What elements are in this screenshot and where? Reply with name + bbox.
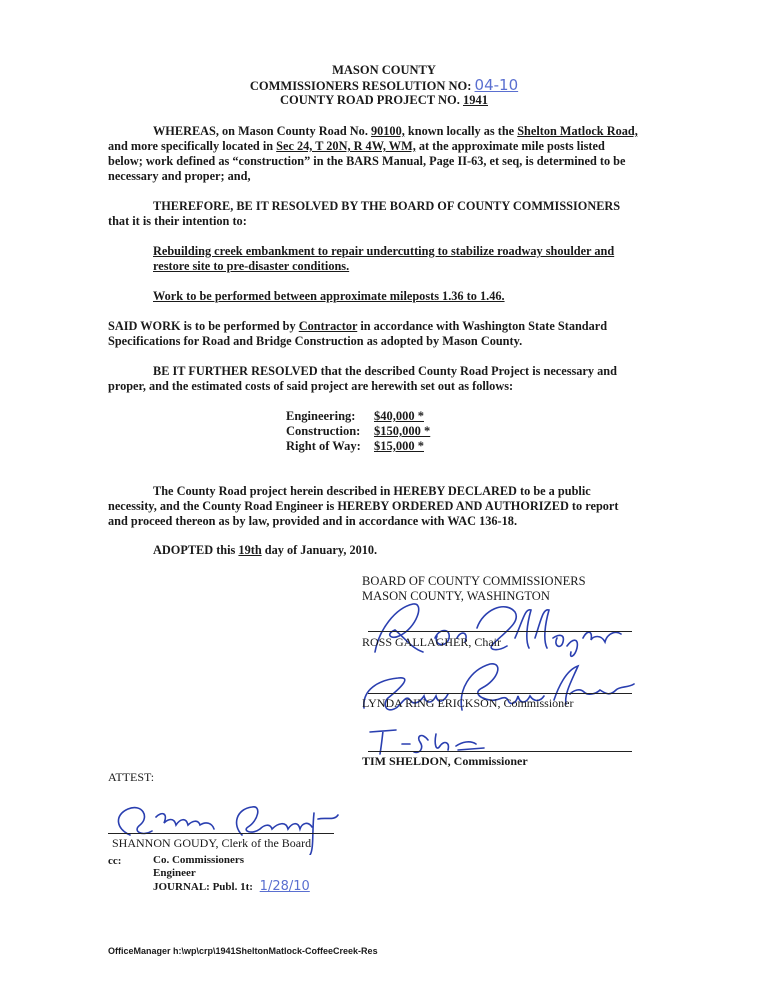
cost-row <box>286 424 430 439</box>
cc-label: cc: <box>108 855 122 867</box>
further-line-2: proper, and the estimated costs of said project are herewith set out as follows: <box>108 379 514 393</box>
whereas-line-2: and more specifically located in Sec 24, T 20N, R 4W, WM, at the approximate mile posts listed <box>108 139 605 153</box>
therefore-line-2: that it is their intention to: <box>108 214 247 228</box>
road-number: 90100, <box>370 124 405 138</box>
signature-line-sheldon <box>368 751 632 752</box>
whereas-line-3: below; work defined as “construction” in the BARS Manual, Page II-63, et seq, is determined to be <box>108 154 626 168</box>
declared-line-3: and proceed thereon as by law, provided and in accordance with WAC 136-18. <box>108 514 518 528</box>
clerk-name: SHANNON GOUDY, Clerk of the Board <box>112 836 312 850</box>
road-name: Shelton Matlock Road, <box>517 124 638 138</box>
said-work-line-2: Specifications for Road and Bridge Construction as adopted by Mason County. <box>108 334 523 348</box>
journal-line <box>153 880 310 894</box>
attest-label: ATTEST: <box>108 770 155 784</box>
work-mileposts: Work to be performed between approximate mileposts 1.36 to 1.46. <box>153 289 505 303</box>
therefore-line-1: THEREFORE, BE IT RESOLVED BY THE BOARD OF COUNTY COMMISSIONERS <box>153 199 621 213</box>
erickson-signature <box>358 650 638 730</box>
signature-line-gallagher <box>368 631 632 632</box>
project-label: COUNTY ROAD PROJECT NO. <box>280 93 460 107</box>
said-work-line-1: SAID WORK is to be performed by Contractor in accordance with Washington State Standard <box>108 319 608 333</box>
journal-label: JOURNAL: Publ. 1t: <box>153 881 253 893</box>
declared-line-1: The County Road project herein described in HEREBY DECLARED to be a public <box>153 484 591 498</box>
board-line-2: MASON COUNTY, WASHINGTON <box>362 589 550 603</box>
header-line-project <box>0 93 768 108</box>
signatory-name-gallagher: ROSS GALLAGHER, Chair <box>362 635 502 649</box>
cost-table <box>286 409 430 454</box>
signatory-name-sheldon: TIM SHELDON, Commissioner <box>362 754 528 768</box>
signature-line-erickson <box>368 693 632 694</box>
work-description-1: Rebuilding creek embankment to repair undercutting to stabilize roadway shoulder and <box>153 244 615 258</box>
declared-line-2: necessity, and the County Road Engineer is HEREBY ORDERED AND AUTHORIZED to report <box>108 499 619 513</box>
board-line-1: BOARD OF COUNTY COMMISSIONERS <box>362 574 586 588</box>
cost-value: $40,000 * <box>374 409 424 423</box>
cost-label: Engineering: <box>286 409 356 423</box>
cost-value: $150,000 * <box>374 424 431 438</box>
project-number: 1941 <box>463 93 488 107</box>
cost-value: $15,000 * <box>374 439 424 453</box>
footer-path: OfficeManager h:\wp\crp\1941SheltonMatlock-CoffeeCreek-Res <box>108 946 378 956</box>
resolution-label: COMMISSIONERS RESOLUTION NO: <box>249 79 472 93</box>
signature-line-clerk <box>108 833 334 834</box>
cc-item: Engineer <box>153 867 196 879</box>
cc-list <box>153 854 310 894</box>
whereas-line-1: WHEREAS, on Mason County Road No. 90100, known locally as the Shelton Matlock Road, <box>153 124 638 138</box>
cost-row <box>286 409 430 424</box>
cost-row <box>286 439 430 454</box>
resolution-number: 04-10 <box>474 76 519 94</box>
cost-label: Construction: <box>286 424 361 438</box>
road-location: Sec 24, T 20N, R 4W, WM, <box>276 139 416 153</box>
signatory-name-erickson: LYNDA RING ERICKSON, Commissioner <box>362 696 574 710</box>
adopted-line: ADOPTED this 19th day of January, 2010. <box>153 543 378 557</box>
journal-date: 1/28/10 <box>259 879 310 894</box>
whereas-line-4: necessary and proper; and, <box>108 169 251 183</box>
header-line-resolution <box>0 78 768 94</box>
header-line-county: MASON COUNTY <box>332 63 436 77</box>
work-description-2: restore site to pre-disaster conditions. <box>153 259 350 273</box>
adopted-day: 19th <box>238 543 262 557</box>
performer: Contractor <box>298 319 358 333</box>
further-line-1: BE IT FURTHER RESOLVED that the described County Road Project is necessary and <box>153 364 617 378</box>
cost-label: Right of Way: <box>286 439 361 453</box>
cc-item: Co. Commissioners <box>153 854 245 866</box>
